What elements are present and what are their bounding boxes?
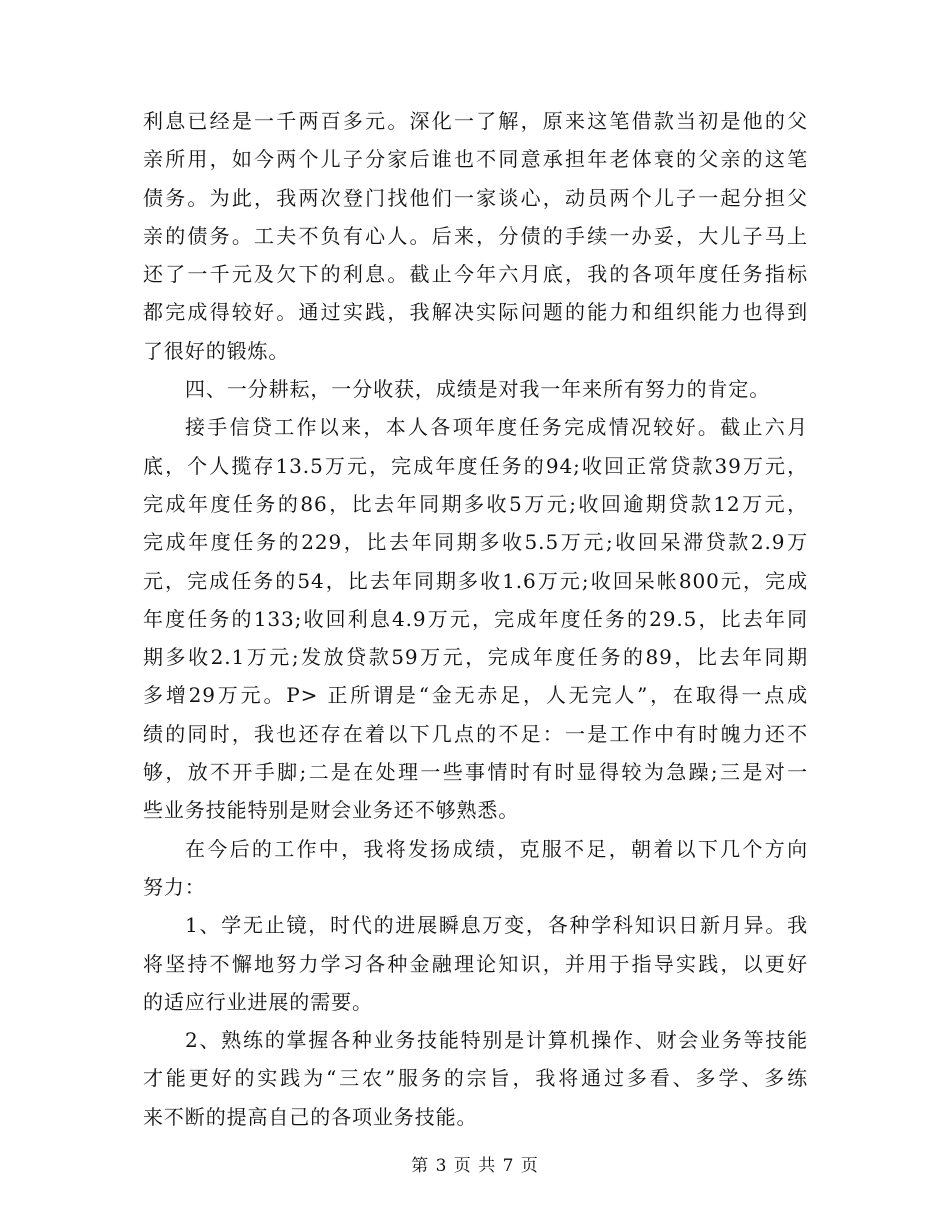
- text-line: 还了一千元及欠下的利息。截止今年六月底，我的各项年度任务指标: [143, 262, 808, 287]
- text-line: 债务。为此，我两次登门找他们一家谈心，动员两个儿子一起分担父: [143, 185, 808, 210]
- document-body: [143, 102, 808, 1136]
- text-line: 亲所用，如今两个儿子分家后谁也不同意承担年老体衰的父亲的这笔: [143, 147, 808, 172]
- text-line: 些业务技能特别是财会业务还不够熟悉。: [143, 798, 520, 823]
- text-line: 了很好的锻炼。: [143, 338, 290, 363]
- text-line: 多增29万元。P> 正所谓是“金无赤足，人无完人”，在取得一点成: [143, 683, 808, 708]
- text-line: 够，放不开手脚;二是在处理一些事情时有时显得较为急躁;三是对一: [143, 760, 808, 785]
- page-number: 第 3 页 共 7 页: [411, 1156, 539, 1176]
- text-line: 底，个人揽存13.5万元，完成年度任务的94;收回正常贷款39万元，: [143, 453, 808, 478]
- text-line: 元，完成任务的54，比去年同期多收1.6万元;收回呆帐800元，完成: [143, 568, 808, 593]
- text-line: 在今后的工作中，我将发扬成绩，克服不足，朝着以下几个方向: [185, 836, 808, 861]
- text-line: 利息已经是一千两百多元。深化一了解，原来这笔借款当初是他的父: [143, 109, 808, 133]
- list-item-1: 1、学无止镜，时代的进展瞬息万变，各种学科知识日新月异。我: [185, 913, 808, 938]
- text-line: 将坚持不懈地努力学习各种金融理论知识，并用于指导实践，以更好: [143, 951, 808, 976]
- section-heading: 四、一分耕耘，一分收获，成绩是对我一年来所有努力的肯定。: [185, 377, 771, 402]
- text-line: 努力：: [143, 874, 206, 899]
- text-line: 才能更好的实践为“三农”服务的宗旨，我将通过多看、多学、多练: [143, 1066, 808, 1091]
- text-line: 年度任务的133;收回利息4.9万元，完成年度任务的29.5，比去年同: [143, 606, 808, 631]
- text-line: 完成年度任务的86，比去年同期多收5万元;收回逾期贷款12万元，: [143, 491, 808, 516]
- text-line: 来不断的提高自己的各项业务技能。: [143, 1104, 478, 1129]
- text-line: 期多收2.1万元;发放贷款59万元，完成年度任务的89，比去年同期: [143, 645, 808, 670]
- text-line: 绩的同时，我也还存在着以下几点的不足：一是工作中有时魄力还不: [143, 721, 808, 746]
- text-line: 都完成得较好。通过实践，我解决实际问题的能力和组织能力也得到: [143, 300, 808, 325]
- text-line: 亲的债务。工夫不负有心人。后来，分债的手续一办妥，大儿子马上: [143, 223, 808, 248]
- list-item-2: 2、熟练的掌握各种业务技能特别是计算机操作、财会业务等技能: [185, 1028, 808, 1053]
- text-line: 的适应行业进展的需要。: [143, 989, 373, 1014]
- text-line: 完成年度任务的229，比去年同期多收5.5万元;收回呆滞贷款2.9万: [143, 530, 808, 555]
- text-line: 接手信贷工作以来，本人各项年度任务完成情况较好。截止六月: [185, 415, 808, 440]
